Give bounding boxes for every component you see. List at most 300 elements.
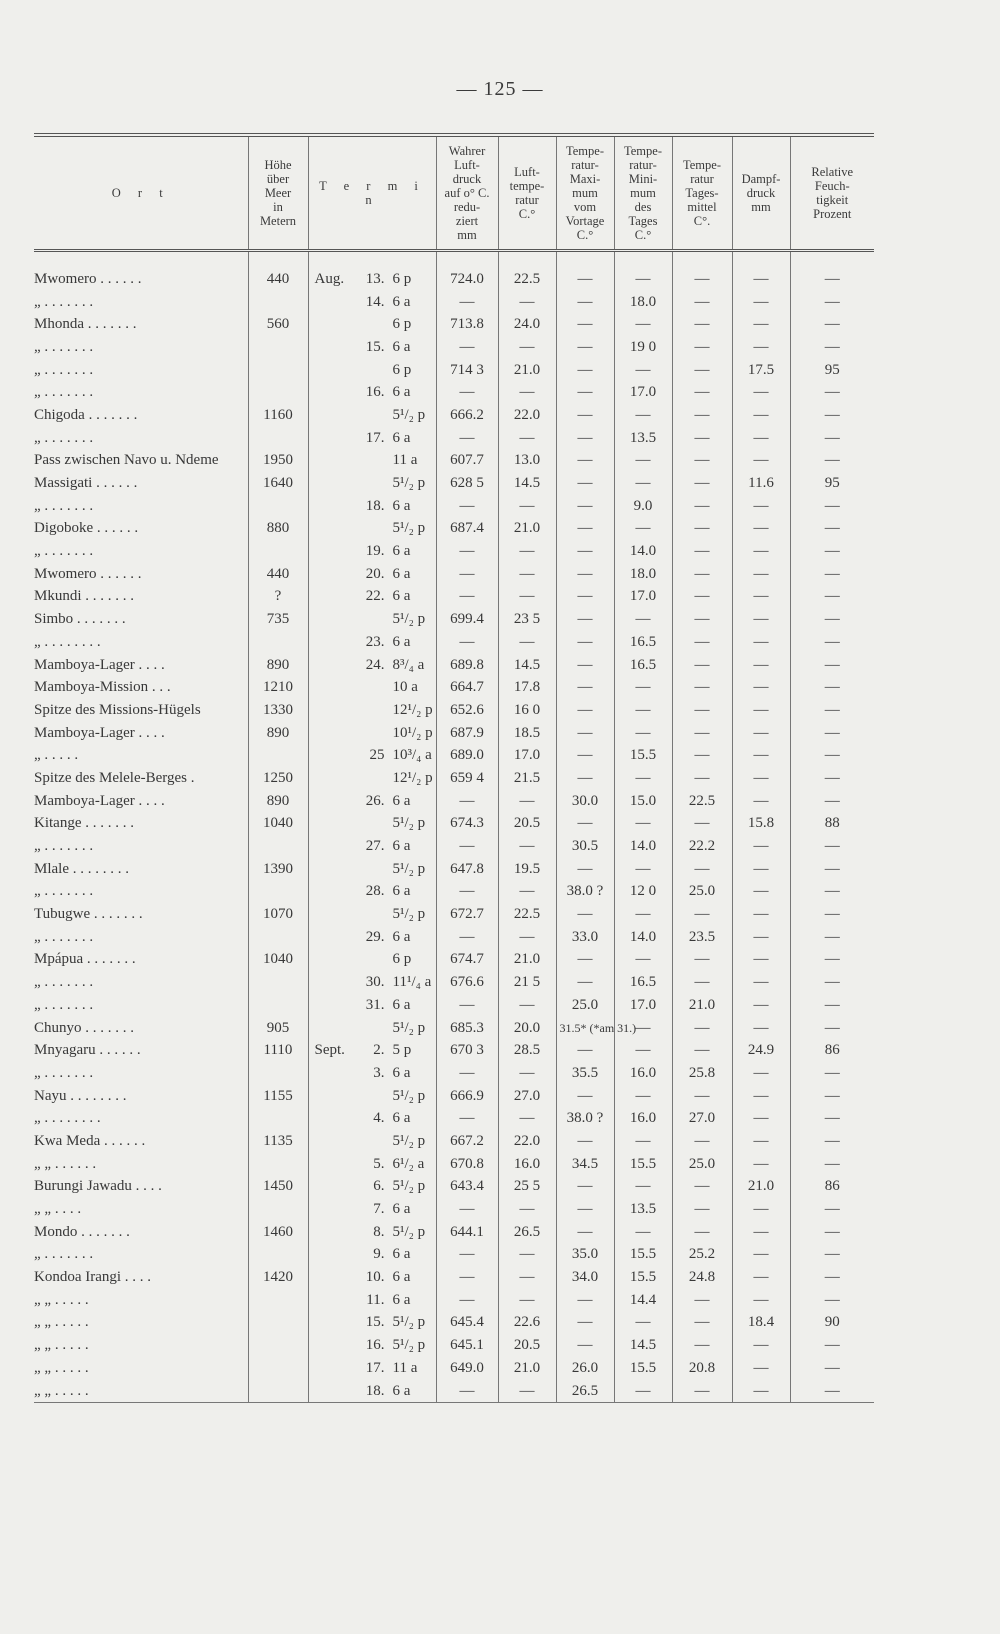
vapour-pressure-value: — [753,1064,769,1081]
min-temp-value-cell [614,971,672,994]
min-temp-value: 15.5 [629,1246,657,1263]
humidity-value-cell [790,903,874,926]
air-temp-value-cell [498,767,556,790]
place-cell [34,1357,248,1380]
height-cell [248,472,308,495]
min-temp-value: 16.0 [629,1064,657,1081]
height-cell [248,676,308,699]
humidity-value: — [824,792,840,809]
humidity-value: — [824,1246,840,1263]
max-temp-value: — [577,611,593,628]
header-line: Relative [811,165,854,179]
termin-time: 6 a [392,588,411,605]
termin-cell [308,1221,436,1244]
place-cell [34,472,248,495]
height-cell [248,858,308,881]
height-cell [248,1221,308,1244]
termin-cell [308,813,436,836]
height-value: 1250 [263,769,293,786]
humidity-value: 88 [824,815,840,832]
mean-temp-value-cell [672,1312,732,1335]
height-cell [248,631,308,654]
place-name: Mlale . . . . . . . . [34,860,129,877]
table-row [34,699,874,722]
header-line: druck [452,172,482,186]
air-temp-value-cell [498,1039,556,1062]
max-temp-value-cell [556,699,614,722]
termin-time: 6 a [392,838,411,855]
place-cell [34,790,248,813]
vapour-pressure-value: — [753,565,769,582]
height-cell [248,1062,308,1085]
termin-cell [308,971,436,994]
place-cell [34,450,248,473]
height-value: 1420 [263,1269,293,1286]
mean-temp-value: — [694,338,710,355]
min-temp-value: 9.0 [633,497,653,514]
humidity-value: — [824,747,840,764]
air-temp-value-cell [498,404,556,427]
termin-day: 20. [365,565,385,582]
humidity-value: — [824,520,840,537]
humidity-value-cell [790,1380,874,1403]
table-row [34,1221,874,1244]
termin-time: 6 a [392,883,411,900]
place-name: „ . . . . . . . [34,838,94,855]
place-cell [34,1198,248,1221]
pressure-value: — [459,338,475,355]
vapour-pressure-value-cell [732,1244,790,1267]
place-cell [34,1085,248,1108]
max-temp-value-cell [556,495,614,518]
vapour-pressure-value-cell [732,1107,790,1130]
pressure-value: — [459,633,475,650]
place-name: „ . . . . . . . [34,974,94,991]
humidity-value-cell [790,654,874,677]
termin-time: 6 a [392,497,411,514]
height-cell [248,518,308,541]
vapour-pressure-value: — [753,1359,769,1376]
humidity-value-cell [790,359,874,382]
place-name: „ „ . . . . . [34,1359,89,1376]
place-name: „ . . . . . . . . [34,1110,101,1127]
min-temp-value-cell [614,540,672,563]
humidity-value: — [824,701,840,718]
max-temp-value: 30.0 [571,792,599,809]
pressure-value: 674.7 [450,951,484,968]
max-temp-value-cell [556,949,614,972]
termin-time: 6¹/₂ a [392,1155,425,1172]
air-temp-value: 20.5 [513,815,541,832]
height-value: 1070 [263,906,293,923]
height-cell [248,540,308,563]
vapour-pressure-value-cell [732,676,790,699]
pressure-value: 666.2 [450,406,484,423]
air-temp-value: — [519,883,535,900]
min-temp-value-cell [614,835,672,858]
vapour-pressure-value-cell [732,767,790,790]
mean-temp-value: — [694,384,710,401]
height-value: 905 [266,1019,290,1036]
place-cell [34,1062,248,1085]
vapour-pressure-value: — [753,951,769,968]
mean-temp-value: 23.5 [688,928,716,945]
humidity-value-cell [790,1312,874,1335]
air-temp-value-cell [498,1221,556,1244]
termin-time: 5¹/₂ p [392,1178,426,1195]
mean-temp-value-cell [672,1107,732,1130]
termin-cell [308,608,436,631]
min-temp-value-cell [614,563,672,586]
mean-temp-value-cell [672,858,732,881]
termin-time: 6 a [392,996,411,1013]
header-line: druck [746,186,776,200]
max-temp-value: — [577,565,593,582]
air-temp-value-cell [498,1085,556,1108]
pressure-value-cell [436,1153,498,1176]
height-cell [248,813,308,836]
max-temp-value-cell [556,1062,614,1085]
min-temp-value: 16.5 [629,633,657,650]
pressure-value: 689.0 [450,747,484,764]
min-temp-value: — [635,1042,651,1059]
place-cell [34,1017,248,1040]
pressure-value-cell [436,813,498,836]
min-temp-value: 14.0 [629,838,657,855]
termin-time: 6 a [392,1201,411,1218]
table-row [34,268,874,291]
header-line: C°. [693,214,711,228]
termin-day: 4. [373,1110,385,1127]
humidity-value: — [824,611,840,628]
min-temp-value-cell [614,313,672,336]
table-row [34,813,874,836]
min-temp-value: — [635,1223,651,1240]
table-header-row [34,135,874,251]
place-name: Mwomero . . . . . . [34,270,142,287]
place-name: „ . . . . . . . [34,996,94,1013]
pressure-value: 643.4 [450,1178,484,1195]
table-row [34,381,874,404]
vapour-pressure-value-cell [732,495,790,518]
height-cell [248,744,308,767]
vapour-pressure-value-cell [732,1266,790,1289]
vapour-pressure-value-cell [732,994,790,1017]
mean-temp-value: — [694,1201,710,1218]
place-cell [34,1334,248,1357]
termin-day: 11. [366,1291,385,1308]
termin-cell [308,495,436,518]
height-cell [248,767,308,790]
min-temp-value: 14.0 [629,543,657,560]
vapour-pressure-value-cell [732,1039,790,1062]
pressure-value: 664.7 [450,679,484,696]
humidity-value-cell [790,1176,874,1199]
max-temp-value-cell [556,858,614,881]
termin-cell [308,268,436,291]
min-temp-value-cell [614,1244,672,1267]
header-line: mum [572,186,598,200]
pressure-value: — [459,883,475,900]
min-temp-value-cell [614,790,672,813]
humidity-value-cell [790,790,874,813]
table-row [34,359,874,382]
vapour-pressure-value: — [753,338,769,355]
vapour-pressure-value: — [753,1246,769,1263]
air-temp-value-cell [498,971,556,994]
air-temp-value-cell [498,676,556,699]
termin-cell [308,1244,436,1267]
mean-temp-value: — [694,633,710,650]
min-temp-value: 14.5 [629,1337,657,1354]
column-header [732,135,790,251]
termin-time: 12¹/₂ p [392,701,433,718]
header-line: Tempe- [624,144,662,158]
table-row [34,586,874,609]
air-temp-value: 22.6 [513,1314,541,1331]
mean-temp-value-cell [672,608,732,631]
max-temp-value: — [577,724,593,741]
place-cell [34,903,248,926]
vapour-pressure-value-cell [732,359,790,382]
table-row [34,427,874,450]
header-line: ratur [515,193,539,207]
place-cell [34,971,248,994]
header-line: ratur- [571,158,599,172]
max-temp-value: — [577,338,593,355]
max-temp-value: 30.5 [571,838,599,855]
termin-day: 5. [373,1155,385,1172]
min-temp-value-cell [614,472,672,495]
mean-temp-value: — [694,656,710,673]
humidity-value: — [824,497,840,514]
max-temp-value: — [577,429,593,446]
termin-cell [308,1198,436,1221]
place-name: „ . . . . . . . [34,1246,94,1263]
pressure-value-cell [436,1221,498,1244]
termin-day: 3. [373,1064,385,1081]
pressure-value: 713.8 [450,316,484,333]
min-temp-value-cell [614,654,672,677]
air-temp-value-cell [498,495,556,518]
max-temp-value-cell [556,1107,614,1130]
vapour-pressure-value-cell [732,881,790,904]
mean-temp-value-cell [672,1062,732,1085]
height-value: 1450 [263,1178,293,1195]
pressure-value-cell [436,268,498,291]
header-line: C.° [518,207,536,221]
max-temp-value-cell [556,1039,614,1062]
termin-cell [308,1334,436,1357]
table-row [34,1244,874,1267]
vapour-pressure-value-cell [732,631,790,654]
pressure-value-cell [436,994,498,1017]
vapour-pressure-value: — [753,270,769,287]
humidity-value-cell [790,313,874,336]
vapour-pressure-value: — [753,293,769,310]
humidity-value-cell [790,971,874,994]
termin-cell [308,563,436,586]
mean-temp-value: — [694,611,710,628]
table-row [34,881,874,904]
table-row [34,1039,874,1062]
header-line: O r t [111,186,170,200]
humidity-value: — [824,429,840,446]
vapour-pressure-value: 18.4 [747,1314,775,1331]
air-temp-value-cell [498,744,556,767]
termin-time: 11 a [392,1359,418,1376]
humidity-value-cell [790,631,874,654]
table-row [34,1085,874,1108]
table-row [34,1289,874,1312]
header-line: mum [630,186,656,200]
mean-temp-value-cell [672,540,732,563]
pressure-value: 676.6 [450,974,484,991]
height-value: 890 [266,724,290,741]
air-temp-value: 28.5 [513,1042,541,1059]
max-temp-value-cell [556,813,614,836]
humidity-value: — [824,656,840,673]
vapour-pressure-value: — [753,1201,769,1218]
pressure-value-cell [436,608,498,631]
termin-time: 10 a [392,679,418,696]
air-temp-value: — [519,338,535,355]
air-temp-value-cell [498,631,556,654]
air-temp-value: 17.8 [513,679,541,696]
min-temp-value-cell [614,1039,672,1062]
humidity-value-cell [790,1130,874,1153]
height-cell [248,722,308,745]
min-temp-value: — [635,679,651,696]
place-name: Chigoda . . . . . . . [34,406,138,423]
place-name: Spitze des Missions-Hügels [34,701,201,718]
height-value: 890 [266,656,290,673]
pressure-value: 670.8 [450,1155,484,1172]
termin-cell [308,767,436,790]
vapour-pressure-value-cell [732,1289,790,1312]
pressure-value: — [459,1110,475,1127]
min-temp-value: — [635,452,651,469]
humidity-value: — [824,633,840,650]
height-cell [248,1176,308,1199]
table-row [34,767,874,790]
termin-day: 17. [365,429,385,446]
mean-temp-value: — [694,520,710,537]
mean-temp-value-cell [672,994,732,1017]
vapour-pressure-value-cell [732,1062,790,1085]
pressure-value: — [459,1291,475,1308]
max-temp-value: — [577,270,593,287]
air-temp-value-cell [498,858,556,881]
table-row [34,994,874,1017]
min-temp-value: — [635,860,651,877]
place-name: Mamboya-Lager . . . . [34,724,165,741]
header-line: redu- [453,200,481,214]
termin-time: 5¹/₂ p [392,1223,426,1240]
mean-temp-value: — [694,724,710,741]
humidity-value: — [824,1382,840,1399]
place-cell [34,813,248,836]
humidity-value-cell [790,518,874,541]
max-temp-value-cell [556,1130,614,1153]
mean-temp-value: 20.8 [688,1359,716,1376]
header-line: Feuch- [814,179,850,193]
place-name: Mondo . . . . . . . [34,1223,130,1240]
place-cell [34,722,248,745]
termin-time: 6 p [392,951,412,968]
vapour-pressure-value: — [753,1223,769,1240]
header-line: Maxi- [569,172,601,186]
place-cell [34,268,248,291]
min-temp-value-cell [614,1198,672,1221]
air-temp-value-cell [498,654,556,677]
max-temp-value: — [577,293,593,310]
pressure-value-cell [436,586,498,609]
min-temp-value-cell [614,495,672,518]
table-row [34,450,874,473]
column-header [436,135,498,251]
table-row [34,472,874,495]
termin-day: 13. [365,270,385,287]
place-name: „ „ . . . . [34,1201,82,1218]
height-value: ? [274,588,282,605]
mean-temp-value: — [694,1337,710,1354]
max-temp-value-cell [556,744,614,767]
vapour-pressure-value-cell [732,1357,790,1380]
humidity-value-cell [790,291,874,314]
pressure-value-cell [436,1130,498,1153]
column-header [308,135,436,251]
termin-time: 6 a [392,384,411,401]
min-temp-value-cell [614,767,672,790]
min-temp-value: — [635,701,651,718]
mean-temp-value-cell [672,359,732,382]
height-cell [248,336,308,359]
humidity-value-cell [790,1357,874,1380]
height-cell [248,1085,308,1108]
mean-temp-value: — [694,1382,710,1399]
air-temp-value-cell [498,994,556,1017]
max-temp-value: — [577,679,593,696]
air-temp-value: — [519,792,535,809]
termin-cell [308,881,436,904]
max-temp-value: — [577,656,593,673]
air-temp-value: 20.5 [513,1337,541,1354]
mean-temp-value: — [694,1314,710,1331]
mean-temp-value: 27.0 [688,1110,716,1127]
place-name: „ „ . . . . . [34,1291,89,1308]
table-row [34,676,874,699]
termin-time: 5¹/₂ p [392,1132,426,1149]
vapour-pressure-value: — [753,543,769,560]
pressure-value-cell [436,381,498,404]
humidity-value-cell [790,1062,874,1085]
place-cell [34,1039,248,1062]
pressure-value: — [459,996,475,1013]
humidity-value-cell [790,608,874,631]
place-name: „ „ . . . . . [34,1382,89,1399]
table-row [34,1107,874,1130]
place-cell [34,949,248,972]
max-temp-value-cell [556,722,614,745]
termin-cell [308,1266,436,1289]
header-line: Prozent [813,207,852,221]
table-row [34,313,874,336]
pressure-value-cell [436,1380,498,1403]
pressure-value-cell [436,427,498,450]
humidity-value: 90 [824,1314,840,1331]
humidity-value: — [824,951,840,968]
